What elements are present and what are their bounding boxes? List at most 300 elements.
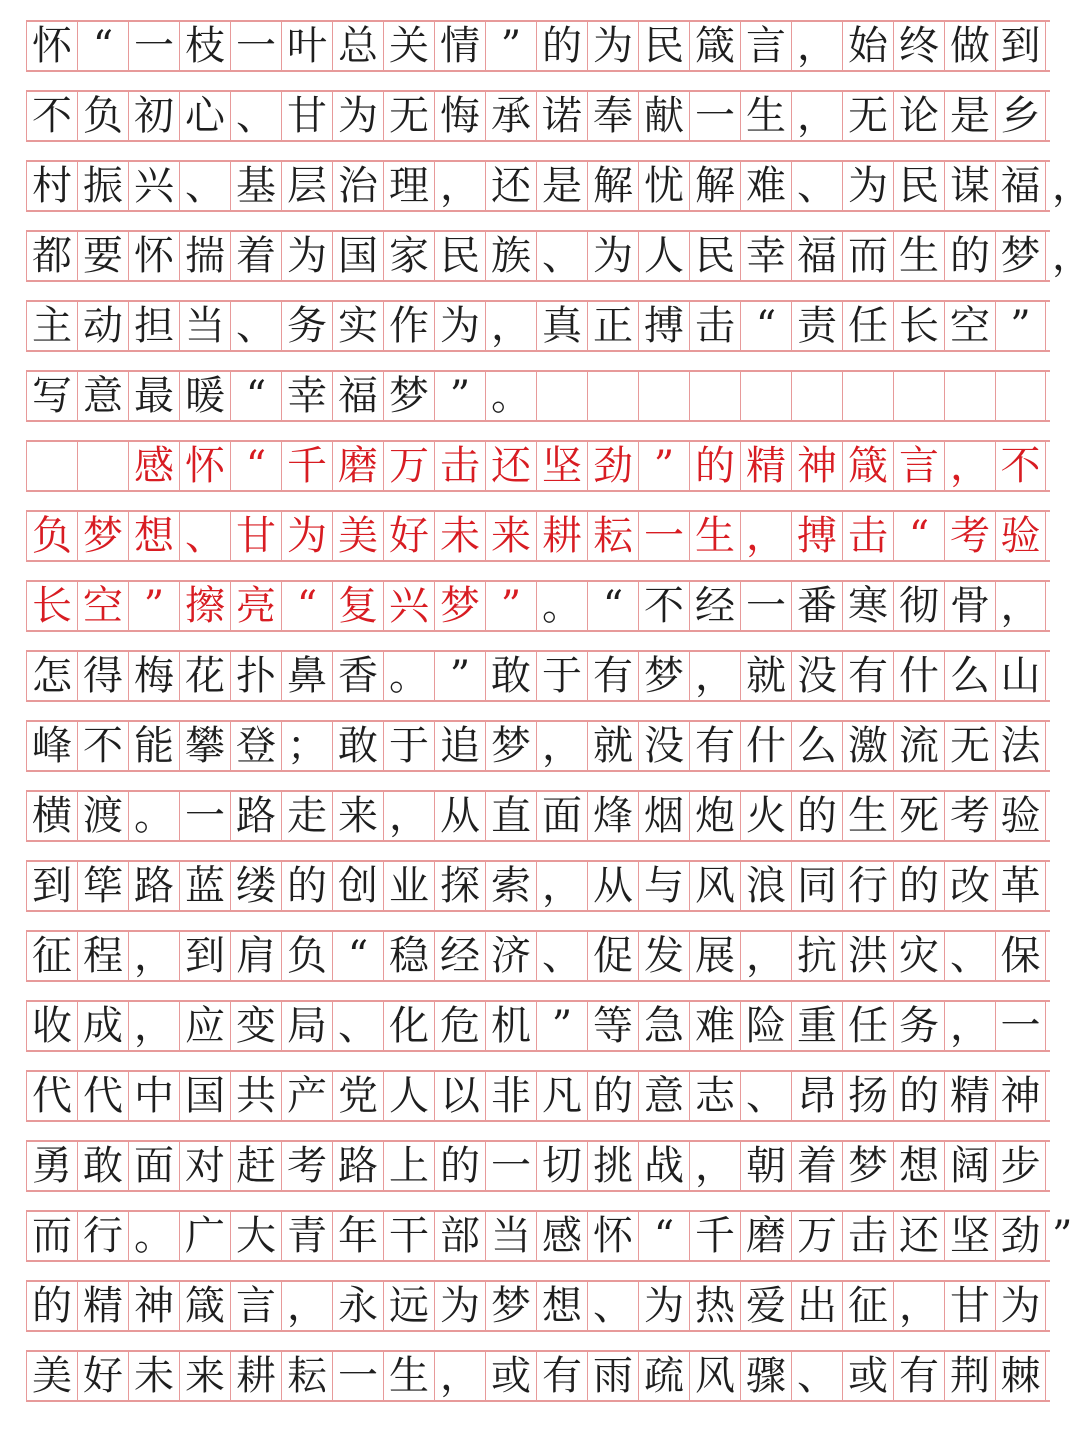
character-cell: 为 (434, 302, 485, 350)
character-cell: 梦 (485, 722, 536, 770)
character-cell: 中 (128, 1072, 179, 1120)
overflow-punctuation: ， (1052, 163, 1092, 209)
character-cell: “ (638, 1212, 689, 1260)
character-cell: 或 (842, 1352, 893, 1400)
character-cell: 梦 (434, 582, 485, 630)
character-cell: 忧 (638, 162, 689, 210)
character-cell: 志 (689, 1072, 740, 1120)
overflow-punctuation: ” (1052, 1213, 1073, 1259)
character-cell: 击 (689, 302, 740, 350)
character-cell: 想 (893, 1142, 944, 1190)
character-cell: 意 (77, 372, 128, 420)
character-cell: 务 (281, 302, 332, 350)
character-cell: 总 (332, 22, 383, 70)
character-cell: ， (791, 22, 842, 70)
character-cell: 负 (77, 92, 128, 140)
character-cell: 或 (485, 1352, 536, 1400)
text-line (26, 1350, 1050, 1402)
character-cell: 着 (230, 232, 281, 280)
character-cell: 长 (26, 582, 77, 630)
character-cell: ， (128, 1002, 179, 1050)
character-cell: 骤 (740, 1352, 791, 1400)
character-cell: 棘 (995, 1352, 1046, 1400)
character-cell: 敢 (485, 652, 536, 700)
character-cell: 实 (332, 302, 383, 350)
character-cell: 考 (281, 1142, 332, 1190)
character-cell: 击 (434, 442, 485, 490)
character-cell: 治 (332, 162, 383, 210)
character-cell: 劲 (587, 442, 638, 490)
character-cell: 、 (179, 162, 230, 210)
character-cell: 步 (995, 1142, 1046, 1190)
character-cell: ， (893, 1282, 944, 1330)
text-line (26, 1280, 1050, 1332)
character-cell: 怀 (587, 1212, 638, 1260)
character-cell: 怎 (26, 652, 77, 700)
character-cell: 、 (230, 302, 281, 350)
character-cell: ” (128, 582, 179, 630)
character-cell: 梦 (383, 372, 434, 420)
character-cell: 梦 (842, 1142, 893, 1190)
text-line (26, 1070, 1050, 1122)
character-cell: 来 (485, 512, 536, 560)
character-cell: 验 (995, 792, 1046, 840)
character-cell: 的 (587, 1072, 638, 1120)
text-line (26, 650, 1050, 702)
character-cell: 国 (179, 1072, 230, 1120)
character-cell: 就 (740, 652, 791, 700)
character-cell: 幸 (281, 372, 332, 420)
character-cell: ” (434, 652, 485, 700)
character-cell: 。 (485, 372, 536, 420)
character-cell: 梦 (995, 232, 1046, 280)
text-line (26, 1140, 1050, 1192)
character-cell: 的 (281, 862, 332, 910)
character-cell: 能 (128, 722, 179, 770)
character-cell: 梅 (128, 652, 179, 700)
character-cell: ” (434, 372, 485, 420)
character-cell: 是 (944, 92, 995, 140)
text-line (26, 580, 1050, 632)
character-cell: 产 (281, 1072, 332, 1120)
character-cell: 言 (230, 1282, 281, 1330)
character-cell: 论 (893, 92, 944, 140)
character-cell: 神 (791, 442, 842, 490)
text-line (26, 160, 1092, 212)
character-cell: 到 (26, 862, 77, 910)
character-cell: 耘 (281, 1352, 332, 1400)
character-cell: 灾 (893, 932, 944, 980)
character-cell: 路 (230, 792, 281, 840)
character-cell: 做 (944, 22, 995, 70)
character-cell: 诺 (536, 92, 587, 140)
character-cell: 理 (383, 162, 434, 210)
character-cell: 促 (587, 932, 638, 980)
character-cell: 上 (383, 1142, 434, 1190)
character-cell: 精 (944, 1072, 995, 1120)
character-cell: 、 (332, 1002, 383, 1050)
character-cell: 为 (587, 232, 638, 280)
character-cell (842, 372, 893, 420)
character-cell: “ (230, 372, 281, 420)
character-cell: 么 (791, 722, 842, 770)
character-cell: 行 (77, 1212, 128, 1260)
character-cell: 与 (638, 862, 689, 910)
character-cell: 有 (842, 652, 893, 700)
character-cell (893, 372, 944, 420)
character-cell: 等 (587, 1002, 638, 1050)
character-cell (638, 372, 689, 420)
character-cell: 鼻 (281, 652, 332, 700)
character-cell: ， (485, 302, 536, 350)
character-cell: 不 (638, 582, 689, 630)
character-cell: 面 (128, 1142, 179, 1190)
character-cell: 征 (26, 932, 77, 980)
text-line (26, 20, 1050, 72)
character-cell: ” (485, 22, 536, 70)
character-cell: 青 (281, 1212, 332, 1260)
character-cell: 蓝 (179, 862, 230, 910)
character-cell: 应 (179, 1002, 230, 1050)
character-cell: 着 (791, 1142, 842, 1190)
character-cell: 的 (893, 862, 944, 910)
character-cell: 征 (842, 1282, 893, 1330)
character-cell: 兴 (383, 582, 434, 630)
character-cell: 意 (638, 1072, 689, 1120)
character-cell (689, 372, 740, 420)
character-cell: 、 (587, 1282, 638, 1330)
character-cell: 怀 (128, 232, 179, 280)
character-cell: 人 (383, 1072, 434, 1120)
character-cell: 危 (434, 1002, 485, 1050)
text-line (26, 790, 1050, 842)
character-cell: ， (434, 162, 485, 210)
character-cell (77, 442, 128, 490)
character-cell: 火 (740, 792, 791, 840)
character-cell: 空 (77, 582, 128, 630)
character-cell: 发 (638, 932, 689, 980)
character-cell: 千 (689, 1212, 740, 1260)
character-cell: 言 (740, 22, 791, 70)
character-cell: 献 (638, 92, 689, 140)
character-cell: 当 (485, 1212, 536, 1260)
character-cell: 负 (26, 512, 77, 560)
character-cell: 还 (485, 162, 536, 210)
character-cell (740, 372, 791, 420)
character-cell: 广 (179, 1212, 230, 1260)
character-cell: 行 (842, 862, 893, 910)
character-cell: 好 (77, 1352, 128, 1400)
character-cell: 的 (434, 1142, 485, 1190)
character-cell: 展 (689, 932, 740, 980)
character-cell: 怀 (179, 442, 230, 490)
character-cell (995, 372, 1046, 420)
character-cell: 都 (26, 232, 77, 280)
character-cell: “ (893, 512, 944, 560)
character-cell: 谋 (944, 162, 995, 210)
character-cell: 洪 (842, 932, 893, 980)
character-cell: “ (587, 582, 638, 630)
text-line (26, 230, 1092, 282)
character-cell: ， (689, 652, 740, 700)
character-cell: 于 (383, 722, 434, 770)
character-cell: 家 (383, 232, 434, 280)
character-cell: 生 (842, 792, 893, 840)
character-cell: 横 (26, 792, 77, 840)
character-cell: 磨 (740, 1212, 791, 1260)
character-cell: 梦 (485, 1282, 536, 1330)
character-cell: 空 (944, 302, 995, 350)
character-cell: 番 (791, 582, 842, 630)
character-cell: 以 (434, 1072, 485, 1120)
text-line (26, 510, 1050, 562)
character-cell: 幸 (740, 232, 791, 280)
character-cell: 难 (689, 1002, 740, 1050)
character-cell: 无 (383, 92, 434, 140)
character-cell: 一 (485, 1142, 536, 1190)
text-line (26, 1000, 1050, 1052)
character-cell: 为 (995, 1282, 1046, 1330)
character-cell: 为 (281, 512, 332, 560)
text-line (26, 90, 1050, 142)
character-cell: 乡 (995, 92, 1046, 140)
character-cell: 负 (281, 932, 332, 980)
character-cell: 化 (383, 1002, 434, 1050)
character-cell: 敢 (77, 1142, 128, 1190)
character-cell: 耘 (587, 512, 638, 560)
character-cell: 为 (842, 162, 893, 210)
character-cell: 作 (383, 302, 434, 350)
character-cell: ， (383, 792, 434, 840)
character-cell: 、 (791, 162, 842, 210)
character-cell: 务 (893, 1002, 944, 1050)
character-cell: 为 (638, 1282, 689, 1330)
character-cell: 为 (434, 1282, 485, 1330)
character-cell: 追 (434, 722, 485, 770)
character-cell: 。 (128, 792, 179, 840)
character-cell: 终 (893, 22, 944, 70)
character-cell: 、 (230, 92, 281, 140)
character-cell: 山 (995, 652, 1046, 700)
character-cell: 非 (485, 1072, 536, 1120)
character-cell: 长 (893, 302, 944, 350)
character-cell: 年 (332, 1212, 383, 1260)
character-cell: 奉 (587, 92, 638, 140)
character-cell: 解 (689, 162, 740, 210)
character-cell: 永 (332, 1282, 383, 1330)
character-cell: 变 (230, 1002, 281, 1050)
character-cell: 于 (536, 652, 587, 700)
character-cell: 来 (179, 1352, 230, 1400)
character-cell: 一 (332, 1352, 383, 1400)
character-cell: 不 (77, 722, 128, 770)
character-cell: 重 (791, 1002, 842, 1050)
character-cell: 情 (434, 22, 485, 70)
character-cell: 梦 (77, 512, 128, 560)
character-cell: ， (536, 722, 587, 770)
character-cell: 想 (536, 1282, 587, 1330)
character-cell: 击 (842, 512, 893, 560)
character-cell: 还 (485, 442, 536, 490)
character-cell: 创 (332, 862, 383, 910)
character-cell: 缕 (230, 862, 281, 910)
character-cell: 怀 (26, 22, 77, 70)
character-cell: 无 (944, 722, 995, 770)
character-cell: 炮 (689, 792, 740, 840)
character-cell: 感 (128, 442, 179, 490)
character-cell: 任 (842, 302, 893, 350)
character-cell: 的 (689, 442, 740, 490)
character-cell: 骨 (944, 582, 995, 630)
character-cell: 兴 (128, 162, 179, 210)
character-cell: 扑 (230, 652, 281, 700)
character-cell: 神 (128, 1282, 179, 1330)
character-cell: 写 (26, 372, 77, 420)
character-cell: ， (944, 442, 995, 490)
character-cell: 一 (689, 92, 740, 140)
character-cell: ” (638, 442, 689, 490)
character-cell: 民 (434, 232, 485, 280)
character-cell: 承 (485, 92, 536, 140)
character-cell: 基 (230, 162, 281, 210)
character-cell: 振 (77, 162, 128, 210)
character-cell: 机 (485, 1002, 536, 1050)
character-cell: 万 (383, 442, 434, 490)
character-cell: 烟 (638, 792, 689, 840)
character-cell: 、 (536, 932, 587, 980)
character-cell: 济 (485, 932, 536, 980)
character-cell: 一 (638, 512, 689, 560)
character-cell: 赶 (230, 1142, 281, 1190)
character-cell: ” (485, 582, 536, 630)
character-cell: 精 (77, 1282, 128, 1330)
character-cell: 有 (587, 652, 638, 700)
character-cell: 收 (26, 1002, 77, 1050)
character-cell: 精 (740, 442, 791, 490)
character-cell: 险 (740, 1002, 791, 1050)
character-cell: 路 (332, 1142, 383, 1190)
text-line (26, 1210, 1073, 1262)
character-cell: 出 (791, 1282, 842, 1330)
character-cell: 的 (26, 1282, 77, 1330)
text-line (26, 370, 1050, 422)
character-cell: 没 (791, 652, 842, 700)
character-cell: 什 (740, 722, 791, 770)
character-cell: 来 (332, 792, 383, 840)
character-cell: 扬 (842, 1072, 893, 1120)
character-cell: 考 (944, 512, 995, 560)
character-cell: 的 (791, 792, 842, 840)
character-cell: ” (995, 302, 1046, 350)
character-cell: 国 (332, 232, 383, 280)
character-cell: 得 (77, 652, 128, 700)
character-cell: 而 (26, 1212, 77, 1260)
character-cell: ， (740, 512, 791, 560)
character-cell: 心 (179, 92, 230, 140)
character-cell: 勇 (26, 1142, 77, 1190)
character-cell (26, 442, 77, 490)
character-cell: 生 (383, 1352, 434, 1400)
character-cell: 一 (740, 582, 791, 630)
character-cell: 从 (587, 862, 638, 910)
character-cell: 切 (536, 1142, 587, 1190)
character-cell: 村 (26, 162, 77, 210)
character-cell: 、 (536, 232, 587, 280)
character-cell: 、 (791, 1352, 842, 1400)
character-cell: 族 (485, 232, 536, 280)
character-cell: 登 (230, 722, 281, 770)
character-cell: 、 (179, 512, 230, 560)
character-cell: 革 (995, 862, 1046, 910)
character-cell: 昂 (791, 1072, 842, 1120)
character-cell: 有 (689, 722, 740, 770)
character-cell: 从 (434, 792, 485, 840)
character-cell: 不 (995, 442, 1046, 490)
character-cell: 坚 (536, 442, 587, 490)
character-cell: 复 (332, 582, 383, 630)
character-cell: 同 (791, 862, 842, 910)
character-cell: 到 (179, 932, 230, 980)
character-cell: 热 (689, 1282, 740, 1330)
character-cell: 的 (944, 232, 995, 280)
character-cell: ； (281, 722, 332, 770)
character-cell: 民 (689, 232, 740, 280)
character-cell: 为 (587, 22, 638, 70)
character-cell: 美 (332, 512, 383, 560)
character-cell: 浪 (740, 862, 791, 910)
character-cell (536, 372, 587, 420)
character-cell: 验 (995, 512, 1046, 560)
character-cell: 耕 (536, 512, 587, 560)
character-cell: 挑 (587, 1142, 638, 1190)
character-cell: ， (995, 582, 1046, 630)
character-cell: 共 (230, 1072, 281, 1120)
character-cell: 索 (485, 862, 536, 910)
character-cell: 甘 (944, 1282, 995, 1330)
character-cell: 寒 (842, 582, 893, 630)
character-cell: 主 (26, 302, 77, 350)
character-cell: 搏 (638, 302, 689, 350)
character-cell: 美 (26, 1352, 77, 1400)
character-cell: 甘 (281, 92, 332, 140)
character-cell: 未 (128, 1352, 179, 1400)
character-cell: 关 (383, 22, 434, 70)
character-cell: 而 (842, 232, 893, 280)
character-cell: ” (536, 1002, 587, 1050)
character-cell: 荆 (944, 1352, 995, 1400)
character-cell: 业 (383, 862, 434, 910)
character-cell: 福 (791, 232, 842, 280)
character-cell: 渡 (77, 792, 128, 840)
character-cell: 甘 (230, 512, 281, 560)
character-cell: ， (740, 932, 791, 980)
character-cell: “ (332, 932, 383, 980)
character-cell: 、 (944, 932, 995, 980)
character-cell: 部 (434, 1212, 485, 1260)
character-cell: 劲 (995, 1212, 1046, 1260)
character-cell: “ (77, 22, 128, 70)
character-cell: 彻 (893, 582, 944, 630)
character-cell: 风 (689, 1352, 740, 1400)
text-line (26, 300, 1050, 352)
character-cell: 始 (842, 22, 893, 70)
character-cell: 为 (332, 92, 383, 140)
character-cell: 阔 (944, 1142, 995, 1190)
character-cell: 经 (434, 932, 485, 980)
character-cell: “ (230, 442, 281, 490)
character-cell: 大 (230, 1212, 281, 1260)
character-cell: 朝 (740, 1142, 791, 1190)
